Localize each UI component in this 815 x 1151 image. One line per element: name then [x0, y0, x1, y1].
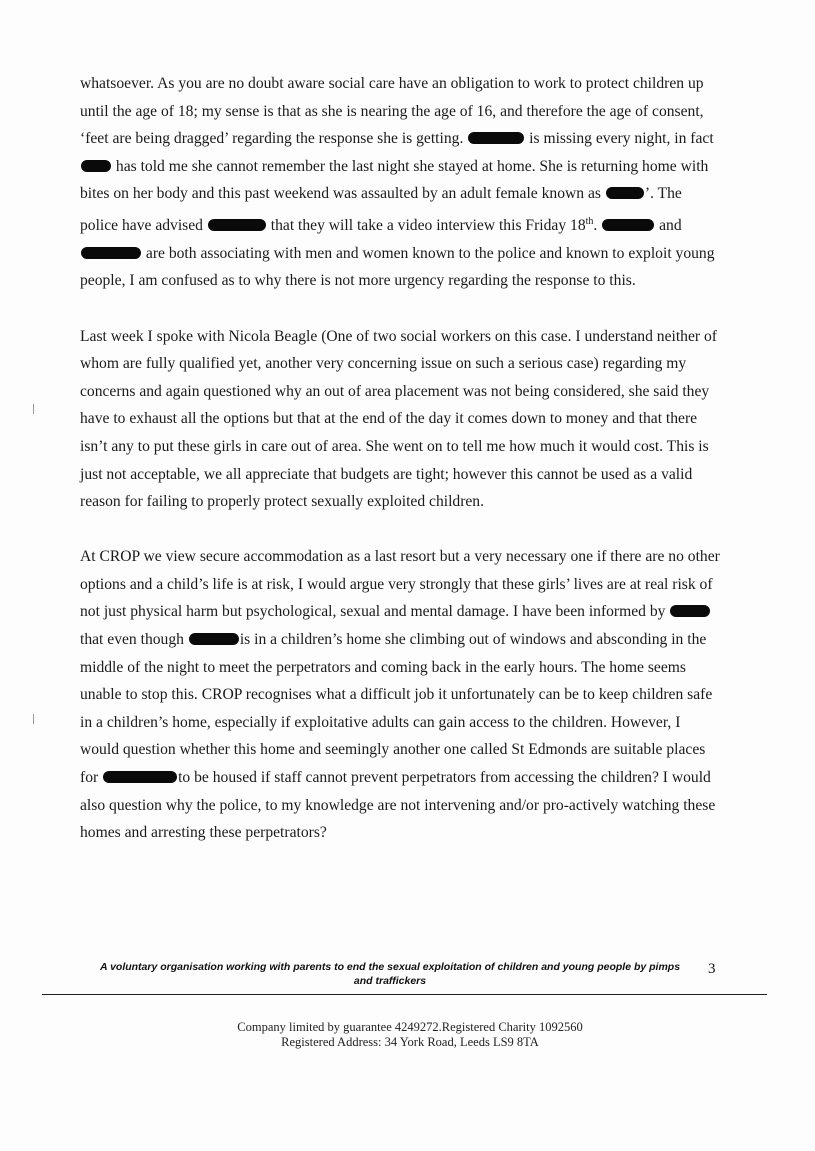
page-number: 3: [708, 961, 716, 977]
text-run: At CROP we view secure accommodation as a last resort but a very necessary one if there are no other options and a child’s life is at risk, I would argue very strongly that these girls’ lives are at real risk of not just physical harm but psychological, sexual and mental damage. I have been informed by: [80, 548, 720, 621]
text-run: .: [593, 217, 602, 235]
company-registration: Company limited by guarantee 4249272.Registered Charity 1092560: [237, 1020, 583, 1034]
redaction-bar: [81, 160, 111, 172]
text-run: ’. The police have advised: [80, 185, 682, 235]
footer-divider: [42, 994, 767, 995]
text-run: whatsoever. As you are no doubt aware social care have an obligation to work to protect children up until the age of 18; my sense is that as she is nearing the age of 16, and therefore the age of consent, ‘feet are being dragged’ regarding the response she is getting.: [80, 75, 704, 148]
text-run: to be housed if staff cannot prevent perpetrators from accessing the children? I would also question why the police, to my knowledge are not intervening and/or pro-actively watching these homes and arresting these perpetrators?: [80, 769, 716, 842]
redaction-bar: [606, 187, 644, 199]
text-run: is in a children’s home she climbing out of windows and absconding in the middle of the night to meet the perpetrators and coming back in the early hours. The home seems unable to stop this. CROP recognises what a difficult job it unfortunately can be to keep children safe in a children’s home, especially if exploitative adults can gain access to the children. However, I would question whether this home and seemingly another one called St Edmonds are suitable places for: [80, 631, 713, 787]
company-details: [120, 1020, 700, 1050]
scan-mark: [33, 404, 34, 414]
redaction-bar: [670, 605, 710, 617]
text-run: that even though: [80, 631, 188, 649]
redaction-bar: [189, 633, 239, 645]
text-run: is missing every night, in fact: [525, 130, 714, 148]
paragraph-2: Last week I spoke with Nicola Beagle (One of two social workers on this case. I understand neither of whom are fully qualified yet, another very concerning issue on such a serious case) regarding my concerns and again questioned why an out of area placement was not being considered, she said they have to exhaust all the options but that at the end of the day it comes down to money and that there isn’t any to put these girls in care out of area. She went on to tell me how much it would cost. This is just not acceptable, we all appreciate that budgets are tight; however this cannot be used as a valid reason for failing to properly protect sexually exploited children.: [80, 327, 717, 511]
redaction-bar: [602, 219, 654, 231]
text-run: are both associating with men and women known to the police and known to exploit young people, I am confused as to why there is not more urgency regarding the response to this.: [80, 244, 715, 290]
paragraph-3: [80, 543, 720, 847]
redaction-bar: [468, 132, 524, 144]
scan-mark: [33, 714, 34, 724]
text-run: that they will take a video interview this Friday 18: [266, 217, 586, 235]
superscript-th: th: [585, 215, 594, 227]
text-run: and: [655, 217, 682, 235]
registered-address: Registered Address: 34 York Road, Leeds LS9 8TA: [281, 1035, 539, 1049]
text-run: has told me she cannot remember the last night she stayed at home. She is returning home with bites on her body and this past weekend was assaulted by an adult female known as: [80, 157, 709, 203]
paragraph-1: [80, 70, 720, 295]
redaction-bar: [81, 247, 141, 259]
redaction-bar: [208, 219, 266, 231]
letter-body: [80, 70, 720, 874]
redaction-bar: [103, 771, 177, 783]
organisation-tagline: A voluntary organisation working with parents to end the sexual exploitation of children and young people by pimps and traffickers: [99, 961, 681, 987]
